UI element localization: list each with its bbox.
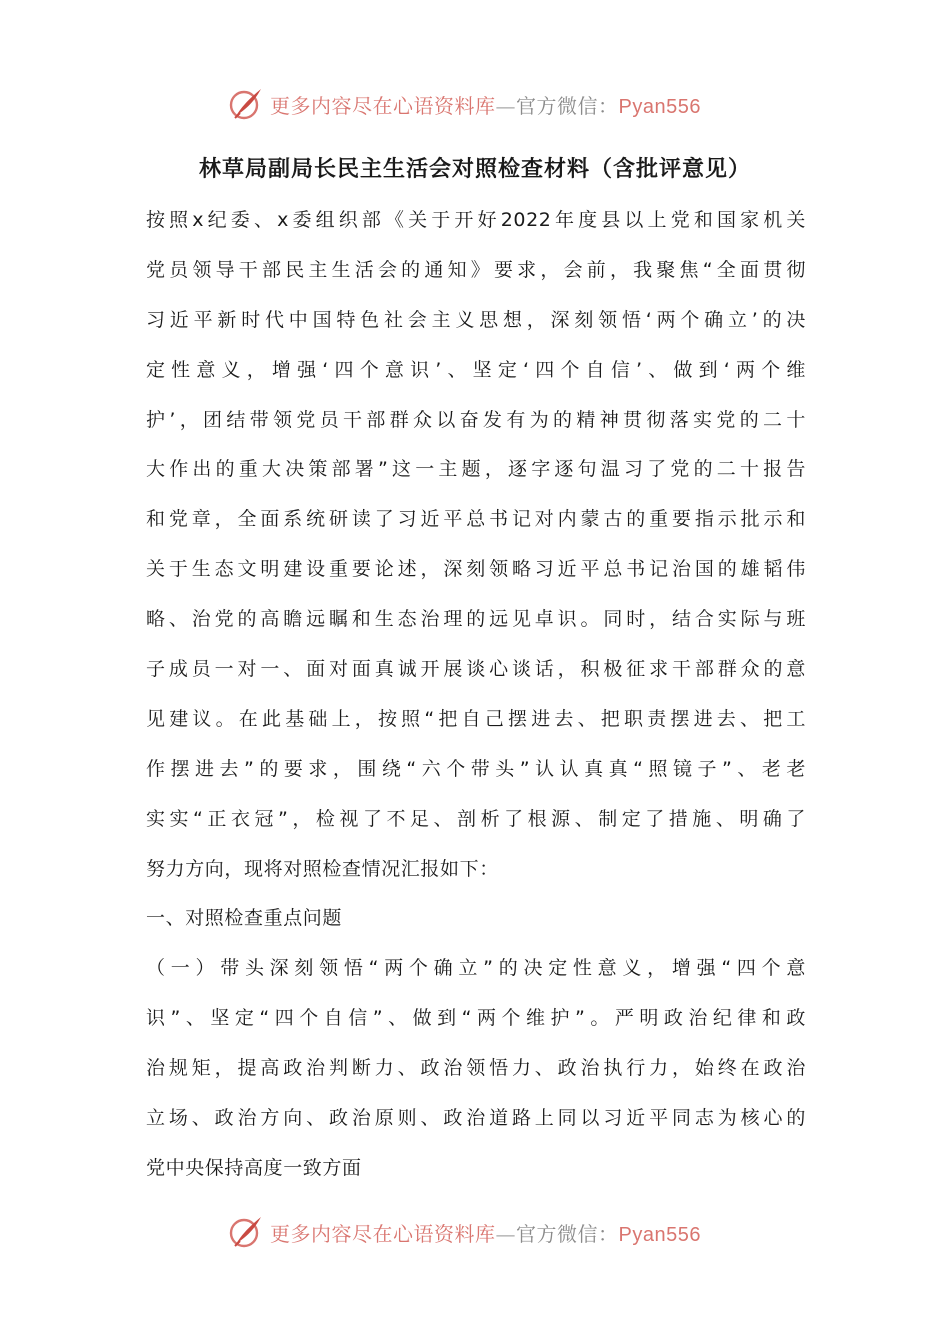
quill-pen-icon <box>228 86 264 122</box>
text-line: 党中央保持高度一致方面 <box>146 1156 362 1179</box>
text-line: 见建议。在此基础上，按照“把自己摆进去、把职责摆进去、把工 <box>146 707 806 730</box>
banner-wechat-id: Pyan556 <box>618 1223 701 1246</box>
text-line: （一）带头深刻领悟“两个确立”的决定性意义，增强“四个意 <box>146 957 806 980</box>
text-line: 大作出的重大决策部署”这一主题，逐字逐句温习了党的二十报告 <box>146 458 806 481</box>
section-heading: 一、对照检查重点问题 <box>146 907 343 930</box>
text-line: 治规矩，提高政治判断力、政治领悟力、政治执行力，始终在政治 <box>146 1057 806 1080</box>
text-line: 立场、政治方向、政治原则、政治道路上同以习近平同志为核心的 <box>146 1107 806 1130</box>
banner-label: 官方微信： <box>516 93 619 118</box>
banner-text <box>270 1218 701 1247</box>
banner-wechat-id: Pyan556 <box>618 95 701 118</box>
document-body <box>146 196 806 1194</box>
footer-watermark-banner <box>228 1212 748 1252</box>
banner-separator: — <box>495 93 516 118</box>
text-line: 护’，团结带领党员干部群众以奋发有为的精神贯彻落实党的二十 <box>146 408 806 431</box>
text-line: 党员领导干部民主生活会的通知》要求，会前，我聚焦“全面贯彻 <box>146 258 806 281</box>
quill-pen-icon <box>228 1214 264 1250</box>
text-line: 识”、坚定“四个自信”、做到“两个维护”。严明政治纪律和政 <box>146 1007 806 1030</box>
banner-main-text: 更多内容尽在心语资料库 <box>270 93 496 118</box>
text-line: 按照x纪委、x委组织部《关于开好2022年度县以上党和国家机关 <box>146 209 806 231</box>
text-line: 实实“正衣冠”，检视了不足、剖析了根源、制定了措施、明确了 <box>146 807 806 830</box>
text-line: 定性意义，增强‘四个意识’、坚定‘四个自信’、做到‘两个维 <box>146 358 806 381</box>
text-line: 作摆进去”的要求，围绕“六个带头”认认真真“照镜子”、老老 <box>146 757 806 780</box>
text-line: 子成员一对一、面对面真诚开展谈心谈话，积极征求干部群众的意 <box>146 658 806 681</box>
banner-label: 官方微信： <box>516 1221 619 1246</box>
text-line: 和党章，全面系统研读了习近平总书记对内蒙古的重要指示批示和 <box>146 508 806 531</box>
text-line: 习近平新时代中国特色社会主义思想，深刻领悟‘两个确立’的决 <box>146 308 806 331</box>
text-line: 略、治党的高瞻远瞩和生态治理的远见卓识。同时，结合实际与班 <box>146 608 806 631</box>
banner-text <box>270 90 701 119</box>
document-title: 林草局副局长民主生活会对照检查材料（含批评意见） <box>198 157 751 182</box>
banner-separator: — <box>495 1221 516 1246</box>
header-watermark-banner <box>228 84 748 124</box>
banner-main-text: 更多内容尽在心语资料库 <box>270 1221 496 1246</box>
text-line: 关于生态文明建设重要论述，深刻领略习近平总书记治国的雄韬伟 <box>146 558 806 581</box>
text-line: 努力方向，现将对照检查情况汇报如下： <box>146 857 499 880</box>
